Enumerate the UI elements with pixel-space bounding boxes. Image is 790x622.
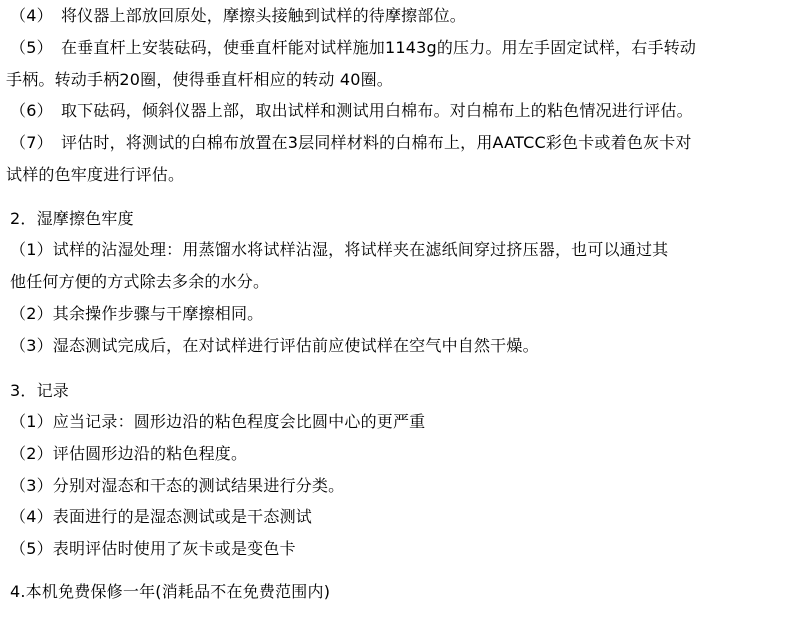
list-item: （1）应当记录：圆形边沿的粘色程度会比圆中心的更严重 <box>10 412 426 431</box>
list-item: （5）表明评估时使用了灰卡或是变色卡 <box>10 539 296 558</box>
paragraph-line: 他任何方便的方式除去多余的水分。 <box>10 272 270 291</box>
list-item: （3）分别对湿态和干态的测试结果进行分类。 <box>10 476 345 495</box>
paragraph-line: （6） 取下砝码，倾斜仪器上部，取出试样和测试用白棉布。对白棉布上的粘色情况进行评估。 <box>10 101 693 120</box>
list-item: （4）表面进行的是湿态测试或是干态测试 <box>10 507 312 526</box>
section-heading: 3．记录 <box>10 381 69 400</box>
paragraph-line: （5） 在垂直杆上安装砝码，使垂直杆能对试样施加1143g的压力。用左手固定试样，右手转动 <box>10 38 697 57</box>
paragraph-line: （2）其余操作步骤与干摩擦相同。 <box>10 304 264 323</box>
list-item: （2）评估圆形边沿的粘色程度。 <box>10 444 248 463</box>
warranty-note: 4.本机免费保修一年(消耗品不在免费范围内) <box>10 582 331 601</box>
paragraph-line: 手柄。转动手柄20圈，使得垂直杆相应的转动 40圈。 <box>6 70 394 89</box>
paragraph-line: （3）湿态测试完成后，在对试样进行评估前应使试样在空气中自然干燥。 <box>10 336 539 355</box>
paragraph-line: 试样的色牢度进行评估。 <box>6 165 185 184</box>
paragraph-line: （1）试样的沾湿处理：用蒸馏水将试样沾湿，将试样夹在滤纸间穿过挤压器，也可以通过其 <box>10 240 669 259</box>
paragraph-line: （4） 将仪器上部放回原处，摩擦头接触到试样的待摩擦部位。 <box>10 6 466 25</box>
section-heading: 2．湿摩擦色牢度 <box>10 209 134 228</box>
paragraph-line: （7） 评估时，将测试的白棉布放置在3层同样材料的白棉布上，用AATCC彩色卡或着色灰卡对 <box>10 133 692 152</box>
